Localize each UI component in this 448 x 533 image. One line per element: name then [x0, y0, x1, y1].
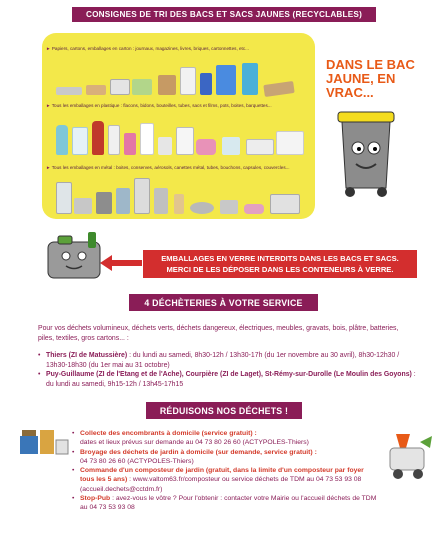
reduce-waste-list [72, 429, 378, 513]
recyclables-panel [42, 33, 315, 219]
juice-brick-icon [200, 73, 212, 95]
bottle-icon [56, 125, 68, 155]
lid-icon [190, 202, 214, 214]
metal-items-illustration [50, 172, 312, 214]
bin-caption: DANS LE BAC JAUNE, EN VRAC... [326, 57, 415, 100]
arrow-shaft [108, 260, 142, 266]
tray-icon [222, 137, 240, 155]
box-icon [246, 139, 274, 155]
can-icon [74, 198, 92, 214]
aerosol-icon [56, 182, 72, 214]
cereal-box-icon [216, 65, 236, 95]
list-item: • Broyage des déchets de jardin à domicile (sur demande, service gratuit) : 04 73 80 26 60 (ACTYPOLES-Thiers) [72, 448, 378, 467]
bulky-items-icon [18, 422, 70, 458]
magazine-icon [110, 79, 130, 95]
red-bottle-icon [92, 121, 104, 155]
plastic-items-illustration [50, 113, 312, 155]
list-item: • Commande d'un composteur de jardin (gratuit, dans la limite d'un composteur par foyer tous les 5 ans) : www.valtom63.fr/composteur ou service déchets de TDM au 04 73 53 93 08 (accueil.dechets@cctdm.fr) [72, 466, 378, 494]
garden-shredder-icon [380, 430, 436, 486]
dechetteries-list [38, 351, 418, 389]
pizza-box-icon [263, 81, 294, 97]
dechetteries-intro: Pour vos déchets volumineux, déchets verts, déchets dangereux, électriques, meubles, gravats, bois, plâtre, batteries, piles, textiles, gros cartons... : [38, 325, 399, 342]
glass-warning-line1: EMBALLAGES EN VERRE INTERDITS DANS LES BACS ET SACS. [161, 254, 399, 263]
shampoo-icon [124, 133, 136, 155]
bidon-icon [140, 123, 154, 155]
tin-icon [96, 192, 112, 214]
bag-icon [196, 139, 216, 155]
category-paper: ► Papiers, cartons, emballages en carton : journaux, magazines, livres, briques, cartonnettes, etc... [46, 46, 249, 51]
detergent-box-icon [242, 63, 258, 95]
soda-can-icon [116, 188, 130, 214]
capsule-icon [220, 200, 238, 214]
tray-metal-icon [270, 194, 300, 214]
list-item: • Puy-Guillaume (ZI de l'Etang et de l'Ache), Courpière (ZI de Laget), St-Rémy-sur-Durolle (Le Moulin des Goyons) : du lundi au samedi, 9h15-12h / 13h45-17h15 [38, 370, 418, 389]
paper-items-illustration [50, 53, 312, 95]
list-item: • Thiers (ZI de Matussière) : du lundi au samedi, 8h30-12h / 13h30-17h (du 1er novembre au 30 avril), 8h30-12h30 / 13h30-18h30 (du 1er mai au 31 octobre) [38, 351, 418, 370]
tube-metal-icon [174, 194, 184, 214]
glass-warning-line2: MERCI DE LES DÉPOSER DANS LES CONTENEURS À VERRE. [166, 265, 394, 274]
carton-icon [180, 67, 196, 95]
barquette-icon [276, 131, 304, 155]
category-plastic: ► Tous les emballages en plastique : flacons, bidons, bouteilles, tubes, sacs et films, pots, boites, barquettes... [46, 103, 272, 108]
yogurt-pot-icon [176, 127, 194, 155]
tube-icon [158, 137, 172, 155]
food-box-icon [158, 75, 176, 95]
category-metal: ► Tous les emballages en métal : boites, conserves, aérosols, canettes métal, tubes, bouchons, capsules, couvercles... [46, 165, 290, 170]
yellow-bin-icon [330, 108, 402, 200]
glass-container-icon [44, 232, 104, 282]
envelope-icon [132, 79, 152, 95]
sorting-instructions-banner: CONSIGNES DE TRI DES BACS ET SACS JAUNES (RECYCLABLES) [72, 7, 376, 22]
milk-bottle-icon [108, 125, 120, 155]
canister-icon [154, 188, 168, 214]
cardboard-box-icon [86, 85, 106, 95]
flask-icon [72, 127, 88, 155]
list-item: • Stop-Pub : avez-vous le vôtre ? Pour l'obtenir : contacter votre Mairie ou l'accueil déchets de TDM au 04 73 53 93 08 [72, 494, 378, 513]
spray-icon [134, 178, 150, 214]
glass-warning [143, 250, 417, 278]
list-item: • Collecte des encombrants à domicile (service gratuit) : dates et lieux prévus sur demande au 04 73 80 26 60 (ACTYPOLES-Thiers) [72, 429, 378, 448]
foil-icon [244, 204, 264, 214]
dechetteries-banner: 4 DÉCHÈTERIES À VOTRE SERVICE [129, 294, 318, 311]
newspaper-icon [56, 87, 82, 95]
reduce-waste-banner: RÉDUISONS NOS DÉCHETS ! [146, 402, 302, 419]
